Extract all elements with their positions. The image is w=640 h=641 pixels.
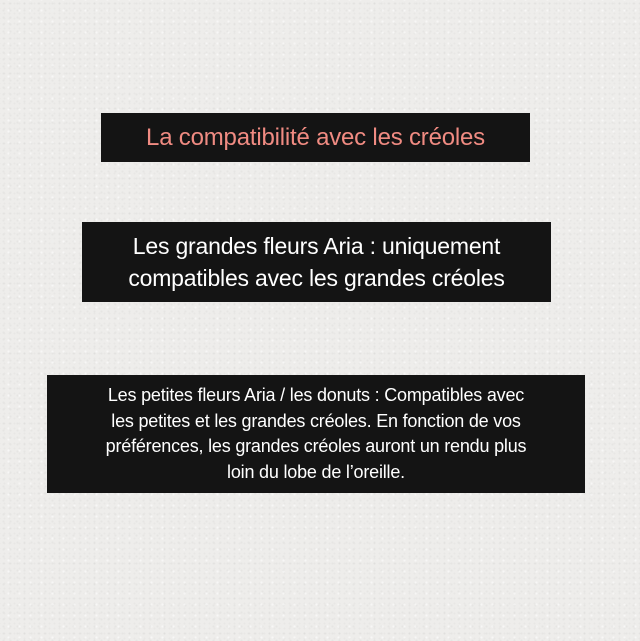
small-flowers-line-3: préférences, les grandes créoles auront un rendu plus: [105, 436, 527, 456]
small-flowers-text: [78, 383, 555, 485]
small-flowers-line-1: Les petites fleurs Aria / les donuts : Compatibles avec: [107, 385, 525, 405]
small-flowers-line-4: loin du lobe de l’oreille.: [227, 461, 405, 482]
small-flowers-banner: [47, 375, 585, 493]
title-text: La compatibilité avec les créoles: [146, 123, 485, 151]
large-flowers-banner: [82, 222, 551, 302]
small-flowers-line-2: les petites et les grandes créoles. En fonction de vos: [111, 410, 521, 431]
large-flowers-line-1: Les grandes fleurs Aria : uniquement: [132, 233, 501, 259]
large-flowers-line-2: compatibles avec les grandes créoles: [128, 265, 505, 291]
title-banner: [101, 113, 530, 162]
large-flowers-text: [128, 230, 504, 294]
